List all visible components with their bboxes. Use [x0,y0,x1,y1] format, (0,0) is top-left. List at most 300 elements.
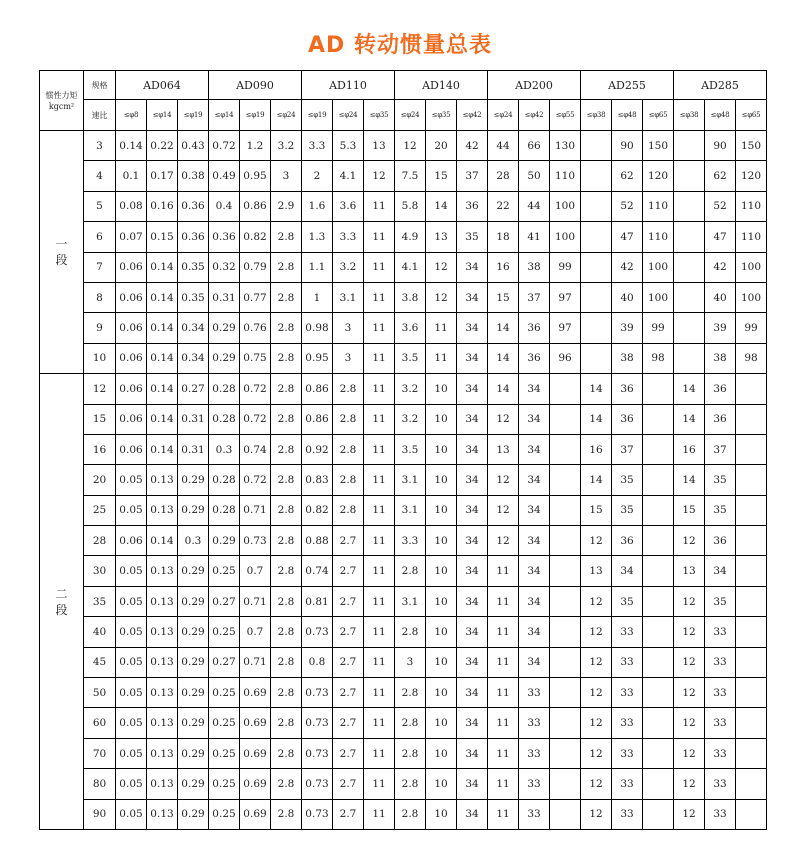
value-cell: 0.71 [240,495,271,525]
value-cell: 2.8 [395,738,426,768]
value-cell: 11 [364,343,395,373]
value-cell: 3 [271,161,302,191]
value-cell: 0.69 [240,678,271,708]
ratio-cell: 8 [84,282,116,312]
table-row [40,131,767,161]
value-cell: 0.06 [116,526,147,556]
shaft-spec-cell: ≤φ38 [581,100,612,131]
value-cell: 33 [612,647,643,677]
value-cell: 12 [674,799,705,829]
value-cell: 0.73 [302,678,333,708]
value-cell: 2.8 [395,556,426,586]
value-cell: 1.3 [302,222,333,252]
value-cell: 0.31 [209,282,240,312]
value-cell: 12 [674,647,705,677]
value-cell: 0.13 [147,556,178,586]
model-header: AD140 [395,71,488,100]
value-cell: 3.6 [395,313,426,343]
model-header: AD200 [488,71,581,100]
value-cell: 2.7 [333,647,364,677]
value-cell: 10 [426,495,457,525]
value-cell: 0.05 [116,799,147,829]
value-cell: 12 [674,617,705,647]
table-row [40,434,767,464]
value-cell: 2.8 [395,769,426,799]
value-cell: 11 [364,313,395,343]
ratio-cell: 30 [84,556,116,586]
value-cell [550,556,581,586]
table-row [40,678,767,708]
value-cell: 0.15 [147,222,178,252]
value-cell: 0.05 [116,495,147,525]
value-cell: 2.8 [271,222,302,252]
value-cell: 3.8 [395,282,426,312]
value-cell: 15 [426,161,457,191]
value-cell: 33 [612,617,643,647]
value-cell: 0.95 [240,161,271,191]
value-cell: 11 [364,282,395,312]
value-cell: 2.8 [271,374,302,404]
value-cell [581,161,612,191]
value-cell [643,404,674,434]
value-cell: 2.7 [333,769,364,799]
value-cell: 0.13 [147,708,178,738]
ratio-cell: 60 [84,708,116,738]
value-cell: 12 [581,738,612,768]
value-cell: 0.14 [147,404,178,434]
value-cell: 35 [705,465,736,495]
value-cell: 34 [457,252,488,282]
value-cell: 36 [519,343,550,373]
value-cell: 35 [612,495,643,525]
value-cell: 2.8 [271,343,302,373]
value-cell: 14 [674,404,705,434]
value-cell: 2.8 [333,404,364,434]
value-cell: 3.3 [333,222,364,252]
value-cell: 12 [674,708,705,738]
shaft-spec-cell: ≤φ48 [612,100,643,131]
table-row [40,343,767,373]
value-cell: 0.36 [178,222,209,252]
table-row [40,647,767,677]
value-cell [736,586,767,616]
value-cell: 11 [364,191,395,221]
value-cell: 2.8 [271,738,302,768]
value-cell: 1.1 [302,252,333,282]
value-cell: 12 [488,526,519,556]
value-cell: 35 [705,495,736,525]
value-cell: 0.77 [240,282,271,312]
value-cell: 7.5 [395,161,426,191]
value-cell: 0.86 [302,404,333,434]
value-cell: 0.3 [178,526,209,556]
value-cell: 34 [612,556,643,586]
value-cell: 40 [705,282,736,312]
ratio-cell: 7 [84,252,116,282]
value-cell: 3.1 [395,465,426,495]
value-cell [550,586,581,616]
ratio-cell: 10 [84,343,116,373]
table-row [40,282,767,312]
value-cell: 2.7 [333,617,364,647]
value-cell: 11 [364,708,395,738]
value-cell [550,617,581,647]
value-cell: 2.7 [333,526,364,556]
value-cell: 36 [612,374,643,404]
table-row [40,465,767,495]
value-cell: 34 [457,586,488,616]
value-cell [550,526,581,556]
value-cell: 0.83 [302,465,333,495]
value-cell: 33 [705,738,736,768]
value-cell: 3.1 [395,586,426,616]
value-cell [643,556,674,586]
value-cell: 0.49 [209,161,240,191]
value-cell: 38 [519,252,550,282]
value-cell: 14 [488,343,519,373]
value-cell: 12 [674,526,705,556]
value-cell: 0.25 [209,738,240,768]
value-cell: 13 [488,434,519,464]
ratio-cell: 40 [84,617,116,647]
value-cell: 11 [364,434,395,464]
value-cell: 16 [674,434,705,464]
shaft-spec-cell: ≤φ42 [457,100,488,131]
value-cell: 3.3 [395,526,426,556]
value-cell: 0.17 [147,161,178,191]
value-cell: 0.06 [116,374,147,404]
value-cell: 3.5 [395,343,426,373]
value-cell: 0.05 [116,647,147,677]
shaft-spec-cell: ≤φ19 [240,100,271,131]
shaft-spec-cell: ≤φ35 [364,100,395,131]
value-cell: 0.4 [209,191,240,221]
value-cell [674,191,705,221]
shaft-spec-cell: ≤φ19 [302,100,333,131]
value-cell: 110 [550,161,581,191]
value-cell: 0.13 [147,769,178,799]
table-row [40,708,767,738]
value-cell: 2.8 [395,708,426,738]
value-cell: 2.7 [333,556,364,586]
value-cell: 11 [426,343,457,373]
value-cell: 12 [488,404,519,434]
value-cell: 10 [426,708,457,738]
value-cell: 0.36 [209,222,240,252]
ratio-cell: 28 [84,526,116,556]
value-cell: 38 [705,343,736,373]
value-cell: 10 [426,647,457,677]
value-cell: 0.98 [302,313,333,343]
value-cell: 11 [364,526,395,556]
value-cell: 13 [426,222,457,252]
value-cell: 0.72 [240,404,271,434]
value-cell: 33 [705,678,736,708]
value-cell: 130 [550,131,581,161]
value-cell: 42 [612,252,643,282]
value-cell: 120 [736,161,767,191]
value-cell: 100 [550,222,581,252]
table-row [40,769,767,799]
corner-label-inertia: 惯性力矩 [45,90,78,100]
value-cell [550,647,581,677]
value-cell: 0.73 [302,799,333,829]
value-cell: 100 [643,282,674,312]
value-cell: 97 [550,313,581,343]
value-cell: 0.7 [240,617,271,647]
value-cell: 3.1 [395,495,426,525]
value-cell: 47 [612,222,643,252]
value-cell: 0.72 [240,374,271,404]
ratio-cell: 4 [84,161,116,191]
value-cell: 38 [612,343,643,373]
value-cell: 3 [333,313,364,343]
value-cell [550,465,581,495]
value-cell: 0.25 [209,617,240,647]
value-cell: 34 [457,769,488,799]
value-cell: 10 [426,404,457,434]
value-cell: 12 [426,282,457,312]
value-cell: 10 [426,465,457,495]
value-cell [674,252,705,282]
value-cell: 11 [364,556,395,586]
value-cell: 44 [488,131,519,161]
value-cell: 0.25 [209,678,240,708]
value-cell: 0.13 [147,495,178,525]
value-cell: 34 [457,282,488,312]
value-cell: 33 [612,769,643,799]
value-cell: 100 [736,282,767,312]
table-row [40,313,767,343]
value-cell: 34 [457,465,488,495]
value-cell: 37 [457,161,488,191]
value-cell: 10 [426,556,457,586]
value-cell: 14 [581,374,612,404]
value-cell: 12 [581,586,612,616]
value-cell: 0.05 [116,617,147,647]
shaft-spec-cell: ≤φ19 [178,100,209,131]
value-cell: 100 [550,191,581,221]
table-row [40,738,767,768]
value-cell: 34 [457,738,488,768]
value-cell: 11 [364,617,395,647]
value-cell: 0.35 [178,252,209,282]
shaft-spec-cell: ≤φ24 [395,100,426,131]
value-cell: 12 [581,647,612,677]
shaft-spec-cell: ≤φ24 [488,100,519,131]
value-cell: 3.1 [333,282,364,312]
value-cell [736,556,767,586]
value-cell: 11 [364,769,395,799]
value-cell: 11 [488,556,519,586]
value-cell [736,495,767,525]
value-cell [736,738,767,768]
value-cell [736,465,767,495]
value-cell [736,799,767,829]
value-cell: 36 [457,191,488,221]
value-cell: 3.2 [333,252,364,282]
value-cell: 34 [705,556,736,586]
value-cell: 34 [457,708,488,738]
value-cell: 0.25 [209,799,240,829]
value-cell: 2.8 [271,404,302,434]
value-cell: 16 [488,252,519,282]
value-cell: 0.06 [116,343,147,373]
value-cell: 11 [488,617,519,647]
value-cell: 37 [519,282,550,312]
value-cell: 34 [457,313,488,343]
value-cell: 12 [395,131,426,161]
value-cell: 0.81 [302,586,333,616]
value-cell [674,161,705,191]
ratio-cell: 15 [84,404,116,434]
value-cell [581,191,612,221]
value-cell: 110 [736,191,767,221]
value-cell: 0.13 [147,617,178,647]
value-cell: 10 [426,526,457,556]
value-cell [736,434,767,464]
value-cell: 2.8 [395,678,426,708]
value-cell: 0.06 [116,313,147,343]
value-cell [581,252,612,282]
value-cell: 0.73 [240,526,271,556]
value-cell: 11 [364,586,395,616]
value-cell: 12 [426,252,457,282]
value-cell: 12 [488,495,519,525]
value-cell: 99 [736,313,767,343]
value-cell: 3.2 [271,131,302,161]
value-cell: 2.8 [271,647,302,677]
value-cell: 0.29 [178,586,209,616]
shaft-spec-cell: ≤φ48 [705,100,736,131]
value-cell: 0.31 [178,434,209,464]
value-cell: 2.8 [271,313,302,343]
value-cell: 40 [612,282,643,312]
value-cell: 0.28 [209,374,240,404]
model-header: AD064 [116,71,209,100]
value-cell [643,738,674,768]
value-cell: 99 [550,252,581,282]
shaft-spec-cell: ≤φ65 [643,100,674,131]
model-header: AD255 [581,71,674,100]
value-cell [643,617,674,647]
value-cell [581,131,612,161]
ratio-cell: 6 [84,222,116,252]
shaft-spec-cell: ≤φ55 [550,100,581,131]
value-cell: 12 [581,526,612,556]
value-cell: 10 [426,586,457,616]
value-cell: 0.72 [240,465,271,495]
ratio-cell: 3 [84,131,116,161]
value-cell [643,769,674,799]
ratio-cell: 16 [84,434,116,464]
value-cell: 42 [457,131,488,161]
value-cell: 0.82 [302,495,333,525]
value-cell: 33 [612,708,643,738]
table-row [40,799,767,829]
value-cell: 2.8 [271,252,302,282]
value-cell: 0.73 [302,769,333,799]
value-cell: 0.71 [240,586,271,616]
value-cell: 2.7 [333,738,364,768]
value-cell: 50 [519,161,550,191]
value-cell [550,769,581,799]
value-cell: 36 [705,374,736,404]
ratio-cell: 90 [84,799,116,829]
value-cell: 34 [519,526,550,556]
value-cell: 10 [426,738,457,768]
inertia-table [39,70,767,830]
value-cell: 0.92 [302,434,333,464]
table-row [40,161,767,191]
value-cell: 0.13 [147,678,178,708]
value-cell: 11 [364,222,395,252]
value-cell [643,495,674,525]
ratio-label-cell: 速比 [84,100,116,131]
stage-label-cell: 一 段 [40,131,84,374]
value-cell: 0.05 [116,465,147,495]
value-cell [674,222,705,252]
value-cell: 2.9 [271,191,302,221]
value-cell: 0.06 [116,282,147,312]
value-cell: 0.06 [116,434,147,464]
value-cell: 34 [457,678,488,708]
value-cell: 0.16 [147,191,178,221]
value-cell: 34 [519,617,550,647]
value-cell [736,374,767,404]
value-cell: 33 [705,769,736,799]
value-cell: 37 [612,434,643,464]
value-cell: 34 [457,434,488,464]
value-cell: 33 [519,678,550,708]
value-cell: 36 [705,404,736,434]
value-cell: 47 [705,222,736,252]
shaft-spec-cell: ≤φ38 [674,100,705,131]
value-cell [581,222,612,252]
value-cell [643,678,674,708]
value-cell: 34 [457,556,488,586]
value-cell: 110 [643,222,674,252]
value-cell: 0.36 [178,191,209,221]
value-cell: 110 [736,222,767,252]
value-cell: 36 [612,526,643,556]
value-cell: 0.13 [147,799,178,829]
value-cell: 1.2 [240,131,271,161]
value-cell [643,647,674,677]
table-row [40,495,767,525]
value-cell: 0.29 [209,313,240,343]
value-cell: 100 [736,252,767,282]
value-cell: 0.88 [302,526,333,556]
model-header: AD285 [674,71,767,100]
value-cell: 0.38 [178,161,209,191]
value-cell: 15 [581,495,612,525]
value-cell: 34 [457,526,488,556]
value-cell: 0.14 [147,343,178,373]
value-cell: 97 [550,282,581,312]
value-cell: 96 [550,343,581,373]
value-cell: 0.25 [209,556,240,586]
value-cell: 0.69 [240,738,271,768]
shaft-spec-cell: ≤φ65 [736,100,767,131]
value-cell: 0.76 [240,313,271,343]
value-cell: 36 [519,313,550,343]
value-cell: 0.14 [147,526,178,556]
value-cell: 0.73 [302,617,333,647]
value-cell: 2.8 [271,678,302,708]
value-cell: 11 [488,647,519,677]
ratio-cell: 35 [84,586,116,616]
